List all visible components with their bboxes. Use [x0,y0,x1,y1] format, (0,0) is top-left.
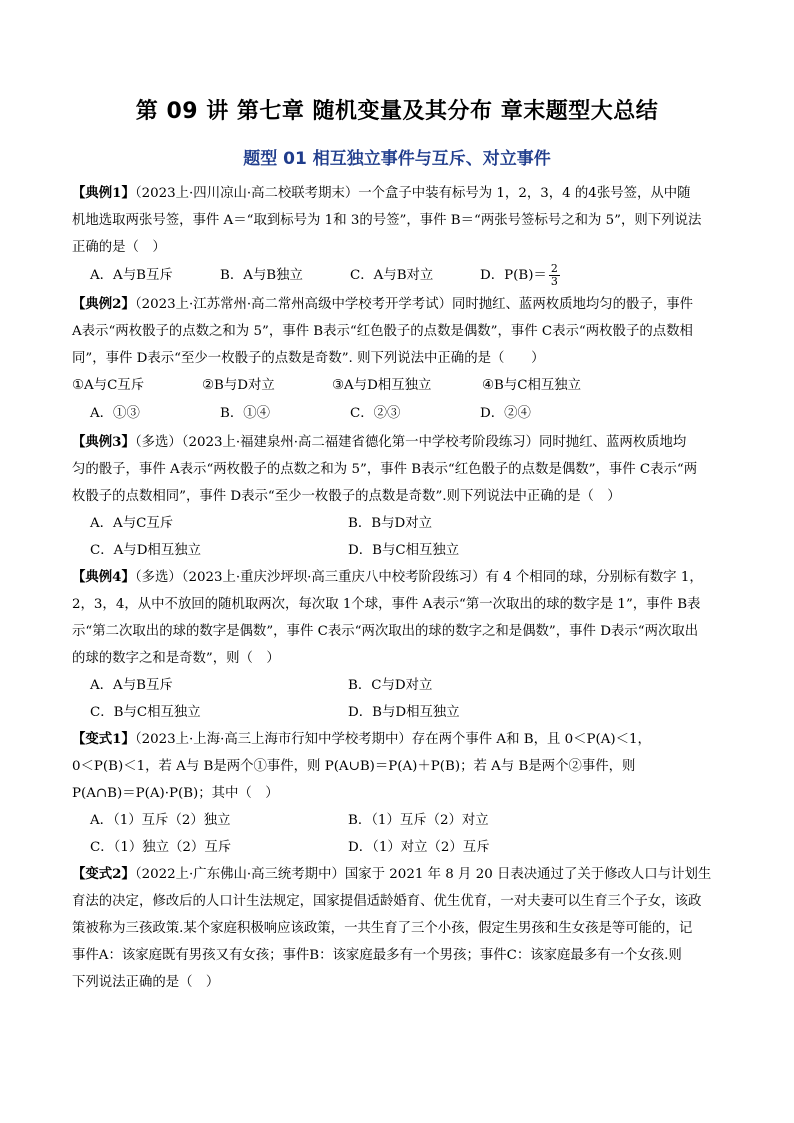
problem-tag: 【典例2】 [72,296,135,312]
problem-1 [72,180,724,291]
option-d[interactable]: D．B与D相互独立 [348,705,460,720]
problem-tag: 【典例4】 [72,569,135,585]
option-d[interactable]: D．B与C相互独立 [348,543,460,558]
section-subtitle: 题型 01 相互独立事件与互斥、对立事件 [243,149,551,169]
option-b[interactable]: B．①④ [220,406,271,421]
variant-1 [72,726,724,861]
problem-tag: 【典例1】 [72,185,135,201]
statement-4: ④B与C相互独立 [482,378,582,393]
options [72,261,724,291]
problem-text: 【典例2】（2023上·江苏常州·高二常州高级中学校考开学考试）同时抛红、蓝两枚质地均匀的骰子，事件 A表示“两枚骰子的点数之和为 5”，事件 B表示“红色骰子的点数是偶数”，事件 C表示“两枚骰子的点数相 同”，事件 D表示“至少一枚骰子的点数是奇数”. 则下列说法中正确的是（ ） [72,296,694,366]
statements [72,372,724,399]
option-c[interactable]: C．B与C相互独立 [90,705,201,720]
page-title: 第 09 讲 第七章 随机变量及其分布 章末题型大总结 [135,99,659,124]
option-b[interactable]: B．C与D对立 [348,678,433,693]
option-c[interactable]: C．A与D相互独立 [90,543,201,558]
option-d[interactable]: D．②④ [480,406,531,421]
option-a[interactable]: A．A与B互斥 [90,268,173,283]
option-c[interactable]: C．A与B对立 [350,268,434,283]
statement-3: ③A与D相互独立 [332,378,432,393]
problem-text: 【变式1】（2023上·上海·高三上海市行知中学校考期中）存在两个事件 A和 B，且 0＜P(A)＜1， 0＜P(B)＜1，若 A与 B是两个①事件，则 P(A∪B)＝P(A)＋P(B)；若 A与 B是两个②事件，则 P(A∩B)＝P(A)·P(B)；其中（ ） [72,731,651,801]
options [72,510,724,564]
option-a[interactable]: A．A与B互斥 [90,678,173,693]
statement-2: ②B与D对立 [202,378,275,393]
problem-tag: 【变式1】 [72,731,135,747]
problem-text: 【变式2】（2022上·广东佛山·高三统考期中）国家于 2021 年 8 月 20 日表决通过了关于修改人口与计划生 育法的决定，修改后的人口计生法规定，国家提倡适龄婚育、优生优育，一对夫妻可以生育三个子女，该政 策被称为三孩政策.某个家庭积极响应该政策，一共生育了三个小孩，假定生男孩和生女孩是等可能的，记 事件A：该家庭既有男孩又有女孩；事件B：该家庭最多有一个男孩；事件C：该家庭最多有一个女孩.则 下列说法正确的是（ ） [72,866,712,990]
option-b[interactable]: B．B与D对立 [348,516,432,531]
fraction: $\frac{2}{3}$ [550,262,558,288]
problem-text: 【典例3】（多选）（2023上·福建泉州·高二福建省德化第一中学校考阶段练习）同时抛红、蓝两枚质地均 匀的骰子，事件 A表示“两枚骰子的点数之和为 5”，事件 B表示“红色骰子的点数是偶数”，事件 C表示“两 枚骰子的点数相同”，事件 D表示“至少一枚骰子的点数是奇数”.则下列说法中正确的是（ ） [72,434,698,504]
problem-text: 【典例4】（多选）（2023上·重庆沙坪坝·高三重庆八中校考阶段练习）有 4 个相同的球，分别标有数字 1， 2，3，4，从中不放回的随机取两次，每次取 1个球，事件 A表示“第一次取出的球的数字是 1”，事件 B表 示“第二次取出的球的数字是偶数”，事件 C表示“两次取出的球的数字之和是偶数”，事件 D表示“两次取出 的球的数字之和是奇数”，则（ ） [72,569,703,666]
problem-3 [72,429,724,564]
option-b[interactable]: B．（1）互斥（2）对立 [348,813,489,828]
options [72,399,724,429]
option-c[interactable]: C．（1）独立（2）互斥 [90,840,232,855]
problem-tag: 【变式2】 [72,866,135,882]
problem-4 [72,564,724,726]
option-a[interactable]: A．A与C互斥 [90,516,174,531]
problem-text: 【典例1】（2023上·四川凉山·高二校联考期末）一个盒子中装有标号为 1，2，3，4 的4张号签，从中随 机地选取两张号签，事件 A＝“取到标号为 1和 3的号签”，事件 B＝“两张号签标号之和为 5”，则下列说法 正确的是（ ） [72,185,702,255]
problem-list [72,180,724,996]
option-d[interactable]: D．（1）对立（2）互斥 [348,840,490,855]
option-c[interactable]: C．②③ [350,406,401,421]
options [72,807,724,861]
problem-tag: 【典例3】 [72,434,135,450]
option-d[interactable]: D．P(B)＝ $\frac{2}{3}$ [480,262,558,288]
option-a[interactable]: A．①③ [90,406,140,421]
options [72,672,724,726]
option-a[interactable]: A．（1）互斥（2）独立 [90,813,231,828]
problem-2 [72,291,724,429]
option-b[interactable]: B．A与B独立 [220,268,303,283]
variant-2 [72,861,724,996]
statement-1: ①A与C互斥 [72,378,145,393]
